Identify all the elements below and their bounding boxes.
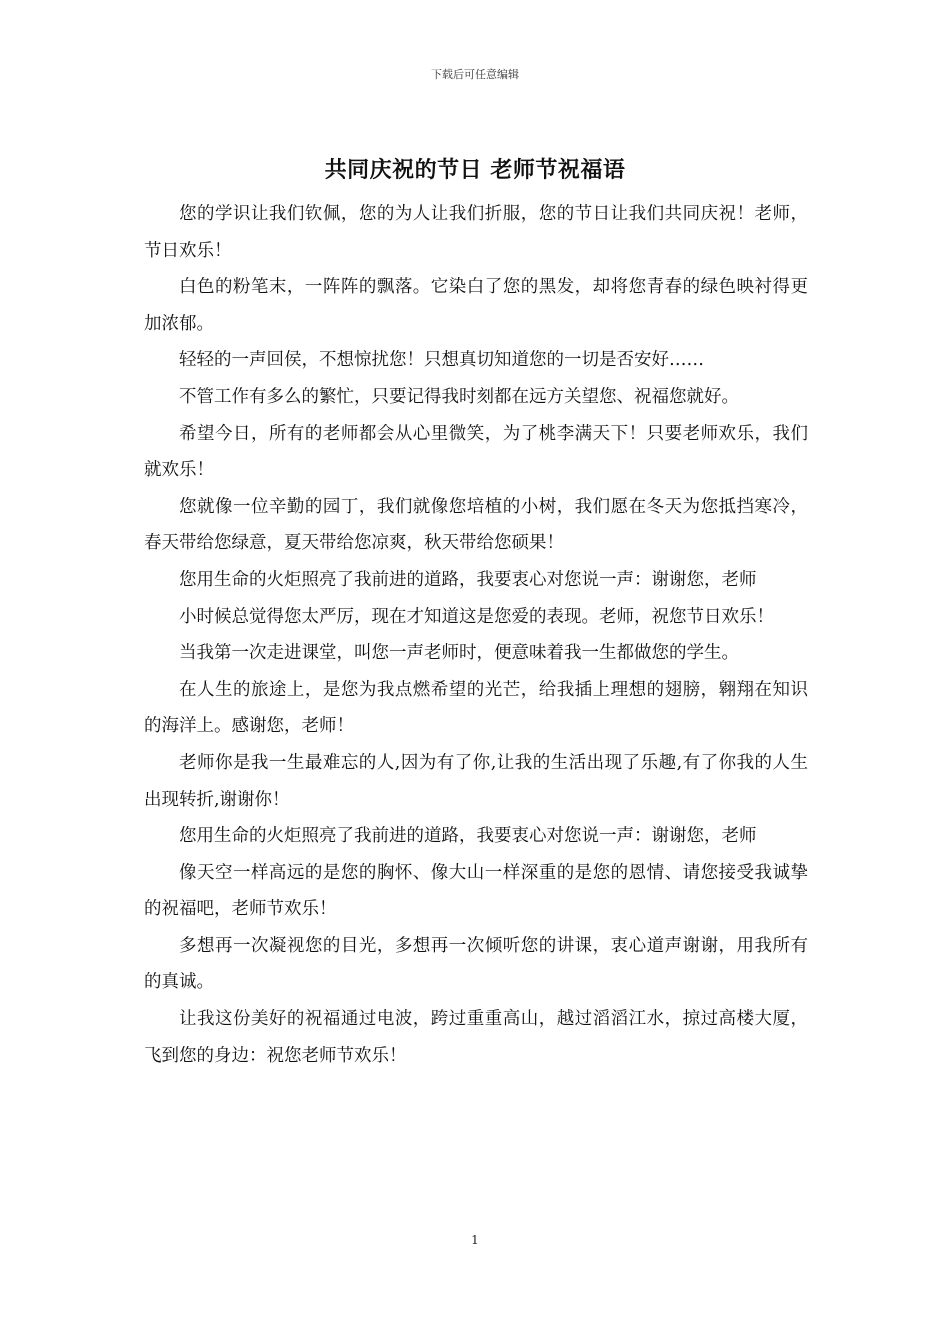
page-title: 共同庆祝的节日 老师节祝福语 [324,157,626,183]
paragraph: 您用生命的火炬照亮了我前进的道路，我要衷心对您说一声：谢谢您，老师 [179,569,757,590]
paragraph: 当我第一次走进课堂，叫您一声老师时，便意味着我一生都做您的学生。 [179,643,739,664]
paragraph: 白色的粉笔末，一阵阵的飘落。它染白了您的黑发，却将您青春的绿色映衬得更加浓郁。 [144,277,808,334]
paragraph: 轻轻的一声回侯，不想惊扰您！只想真切知道您的一切是否安好…… [179,350,704,371]
paragraph: 像天空一样高远的是您的胸怀、像大山一样深重的是您的恩情、请您接受我诚挚的祝福吧，老师节欢乐！ [144,862,808,920]
paragraph: 您用生命的火炬照亮了我前进的道路，我要衷心对您说一声：谢谢您，老师 [179,826,757,847]
paragraph: 您的学识让我们钦佩，您的为人让我们折服，您的节日让我们共同庆祝！老师，节日欢乐！ [144,204,808,261]
paragraph: 老师你是我一生最难忘的人,因为有了你,让我的生活出现了乐趣,有了你我的人生出现转折,谢谢你！ [144,752,808,810]
paragraph: 希望今日，所有的老师都会从心里微笑，为了桃李满天下！只要老师欢乐，我们就欢乐！ [144,423,808,481]
paragraph: 让我这份美好的祝福通过电波，跨过重重高山，越过滔滔江水，掠过高楼大厦，飞到您的身边：祝您老师节欢乐！ [144,1009,808,1066]
paragraph: 在人生的旅途上，是您为我点燃希望的光芒，给我插上理想的翅膀，翱翔在知识的海洋上。感谢您，老师！ [144,679,808,737]
document-body [144,196,808,1074]
paragraph: 多想再一次凝视您的目光，多想再一次倾听您的讲课，衷心道声谢谢，用我所有的真诚。 [144,935,808,993]
header-note: 下载后可任意编辑 [431,68,519,81]
page-number: 1 [471,1233,479,1247]
paragraph: 小时候总觉得您太严厉，现在才知道这是您爱的表现。老师，祝您节日欢乐！ [179,606,774,627]
paragraph: 不管工作有多么的繁忙，只要记得我时刻都在远方关望您、祝福您就好。 [179,386,739,407]
paragraph: 您就像一位辛勤的园丁，我们就像您培植的小树，我们愿在冬天为您抵挡寒冷，春天带给您绿意，夏天带给您凉爽，秋天带给您硕果！ [144,496,808,554]
